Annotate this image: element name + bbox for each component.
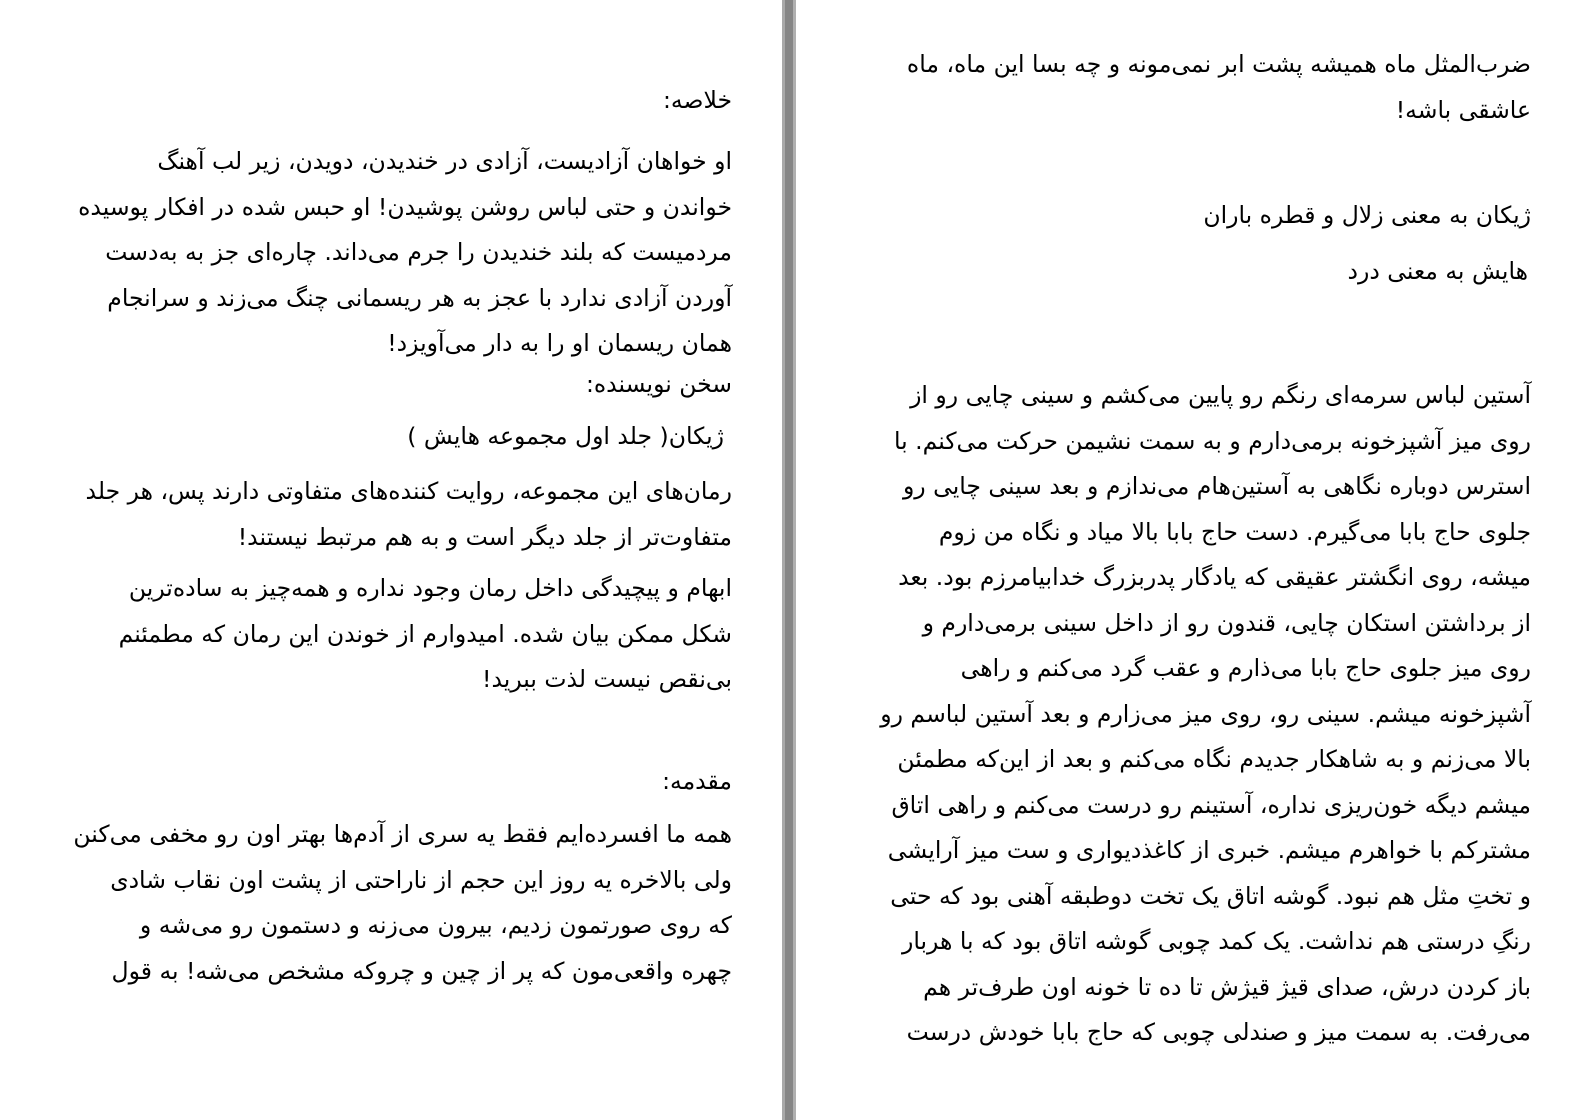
story-line: روی میز آشپزخونه برمی‌دارم و به سمت نشیمن حرکت می‌کنم. با (893, 426, 1531, 455)
story-line: روی میز جلوی حاج بابا می‌ذارم و عقب گرد می‌کنم و راهی (960, 654, 1531, 682)
page-divider (782, 0, 796, 1120)
author-line: ابهام و پیچیدگی داخل رمان وجود نداره و همه‌چیز به ساده‌ترین (128, 574, 732, 602)
intro-line: که روی صورتمون زدیم، بیرون می‌زنه و دستمون رو می‌شه و (139, 911, 732, 939)
story-line: و تختِ مثل هم نبود. گوشه اتاق یک تخت دوطبقه آهنی بود که حتی (890, 881, 1531, 910)
left-page (0, 0, 782, 1120)
author-line: شکل ممکن بیان شده. امیدوارم از خوندن این رمان که مطمئنم (118, 619, 732, 648)
story-line: مشترکم با خواهرم میشم. خبری از کاغذدیواری و ست میز آرایشی (887, 836, 1531, 864)
story-line: از برداشتن استکان چایی، قندون رو از داخل سینی برمی‌دارم و (922, 608, 1531, 637)
author-line: متفاوت‌تر از جلد دیگر است و به هم مرتبط نیستند! (237, 522, 732, 551)
story-line: میشم دیگه خون‌ریزی نداره، آستینم رو درست می‌کنم و راهی اتاق (891, 790, 1531, 819)
intro-line: همه ما افسرده‌ایم فقط یه سری از آدم‌ها بهتر اون رو مخفی می‌کنن (73, 820, 732, 848)
author-line: بی‌نقص نیست لذت ببرید! (482, 665, 732, 693)
intro-heading (42, 759, 732, 805)
proverb-line: ضرب‌المثل ماه همیشه پشت ابر نمی‌مونه و چه بسا این ماه، ماه (906, 50, 1531, 78)
book-title-text: ژیکان( جلد اول مجموعه هایش ) (407, 422, 724, 450)
summary-heading (42, 78, 732, 124)
story-line: میشه، روی انگشتر عقیقی که یادگار پدربزرگ خدابیامرزم بود. بعد (898, 563, 1531, 591)
meaning-hayesh-text: هایش به معنی درد (1347, 257, 1528, 285)
story-line: بالا می‌زنم و به شاهکار جدیدم نگاه می‌کنم و بعد از این‌که مطمئن (897, 745, 1531, 773)
summary-paragraph (42, 139, 732, 367)
summary-line: او خواهان آزادیست، آزادی در خندیدن، دویدن، زیر لب آهنگ (157, 147, 732, 175)
intro-heading-text: مقدمه: (662, 767, 732, 795)
story-line: استرس دوباره نگاهی به آستین‌هام می‌ندازم و بعد سینی چایی رو (902, 472, 1531, 500)
meaning-hayesh (838, 249, 1528, 295)
summary-line: همان ریسمان او را به دار می‌آویزد! (387, 329, 732, 357)
author-heading (42, 362, 732, 408)
author-line: رمان‌های این مجموعه، روایت کننده‌های متفاوتی دارند پس، هر جلد (85, 477, 732, 505)
meaning-zhikan-text: ژیکان به معنی زلال و قطره باران (1203, 201, 1531, 229)
story-line: باز کردن درش، صدای قیژ قیژش تا ده تا خونه اون طرف‌تر هم (923, 972, 1531, 1001)
summary-line: مردمیست که بلند خندیدن را جرم می‌داند. چاره‌ای جز به به‌دست (105, 238, 732, 266)
summary-line: خواندن و حتی لباس روشن پوشیدن! او حبس شده در افکار پوسیده (78, 192, 732, 221)
story-line: رنگِ درستی هم نداشت. یک کمد چوبی گوشه اتاق بود که با هربار (901, 927, 1531, 955)
author-paragraph-2 (42, 566, 732, 703)
meaning-zhikan (841, 193, 1531, 239)
intro-line: چهره واقعی‌مون که پر از چین و چروکه مشخص می‌شه! به قول (111, 956, 732, 985)
intro-paragraph (42, 812, 732, 994)
book-title (34, 414, 724, 460)
author-paragraph-1 (42, 469, 732, 560)
proverb-line: عاشقی باشه! (1395, 95, 1531, 124)
proverb-paragraph (841, 42, 1531, 133)
right-page (796, 0, 1591, 1120)
story-line: جلوی حاج بابا می‌گیرم. دست حاج بابا بالا میاد و نگاه من زوم (938, 517, 1531, 546)
intro-line: ولی بالاخره یه روز این حجم از ناراحتی از پشت اون نقاب شادی (110, 865, 732, 894)
author-heading-text: سخن نویسنده: (585, 370, 732, 398)
story-paragraph (841, 373, 1531, 1056)
story-line: آستین لباس سرمه‌ای رنگم رو پایین می‌کشم و سینی چایی رو از (910, 381, 1531, 409)
story-line: می‌رفت. به سمت میز و صندلی چوبی که حاج بابا خودش درست (906, 1018, 1531, 1046)
summary-heading-text: خلاصه: (662, 86, 732, 114)
summary-line: آوردن آزادی ندارد با عجز به هر ریسمانی چنگ می‌زند و سرانجام (107, 283, 732, 312)
story-line: آشپزخونه میشم. سینی رو، روی میز می‌زارم و بعد آستین لباسم رو (880, 699, 1531, 728)
